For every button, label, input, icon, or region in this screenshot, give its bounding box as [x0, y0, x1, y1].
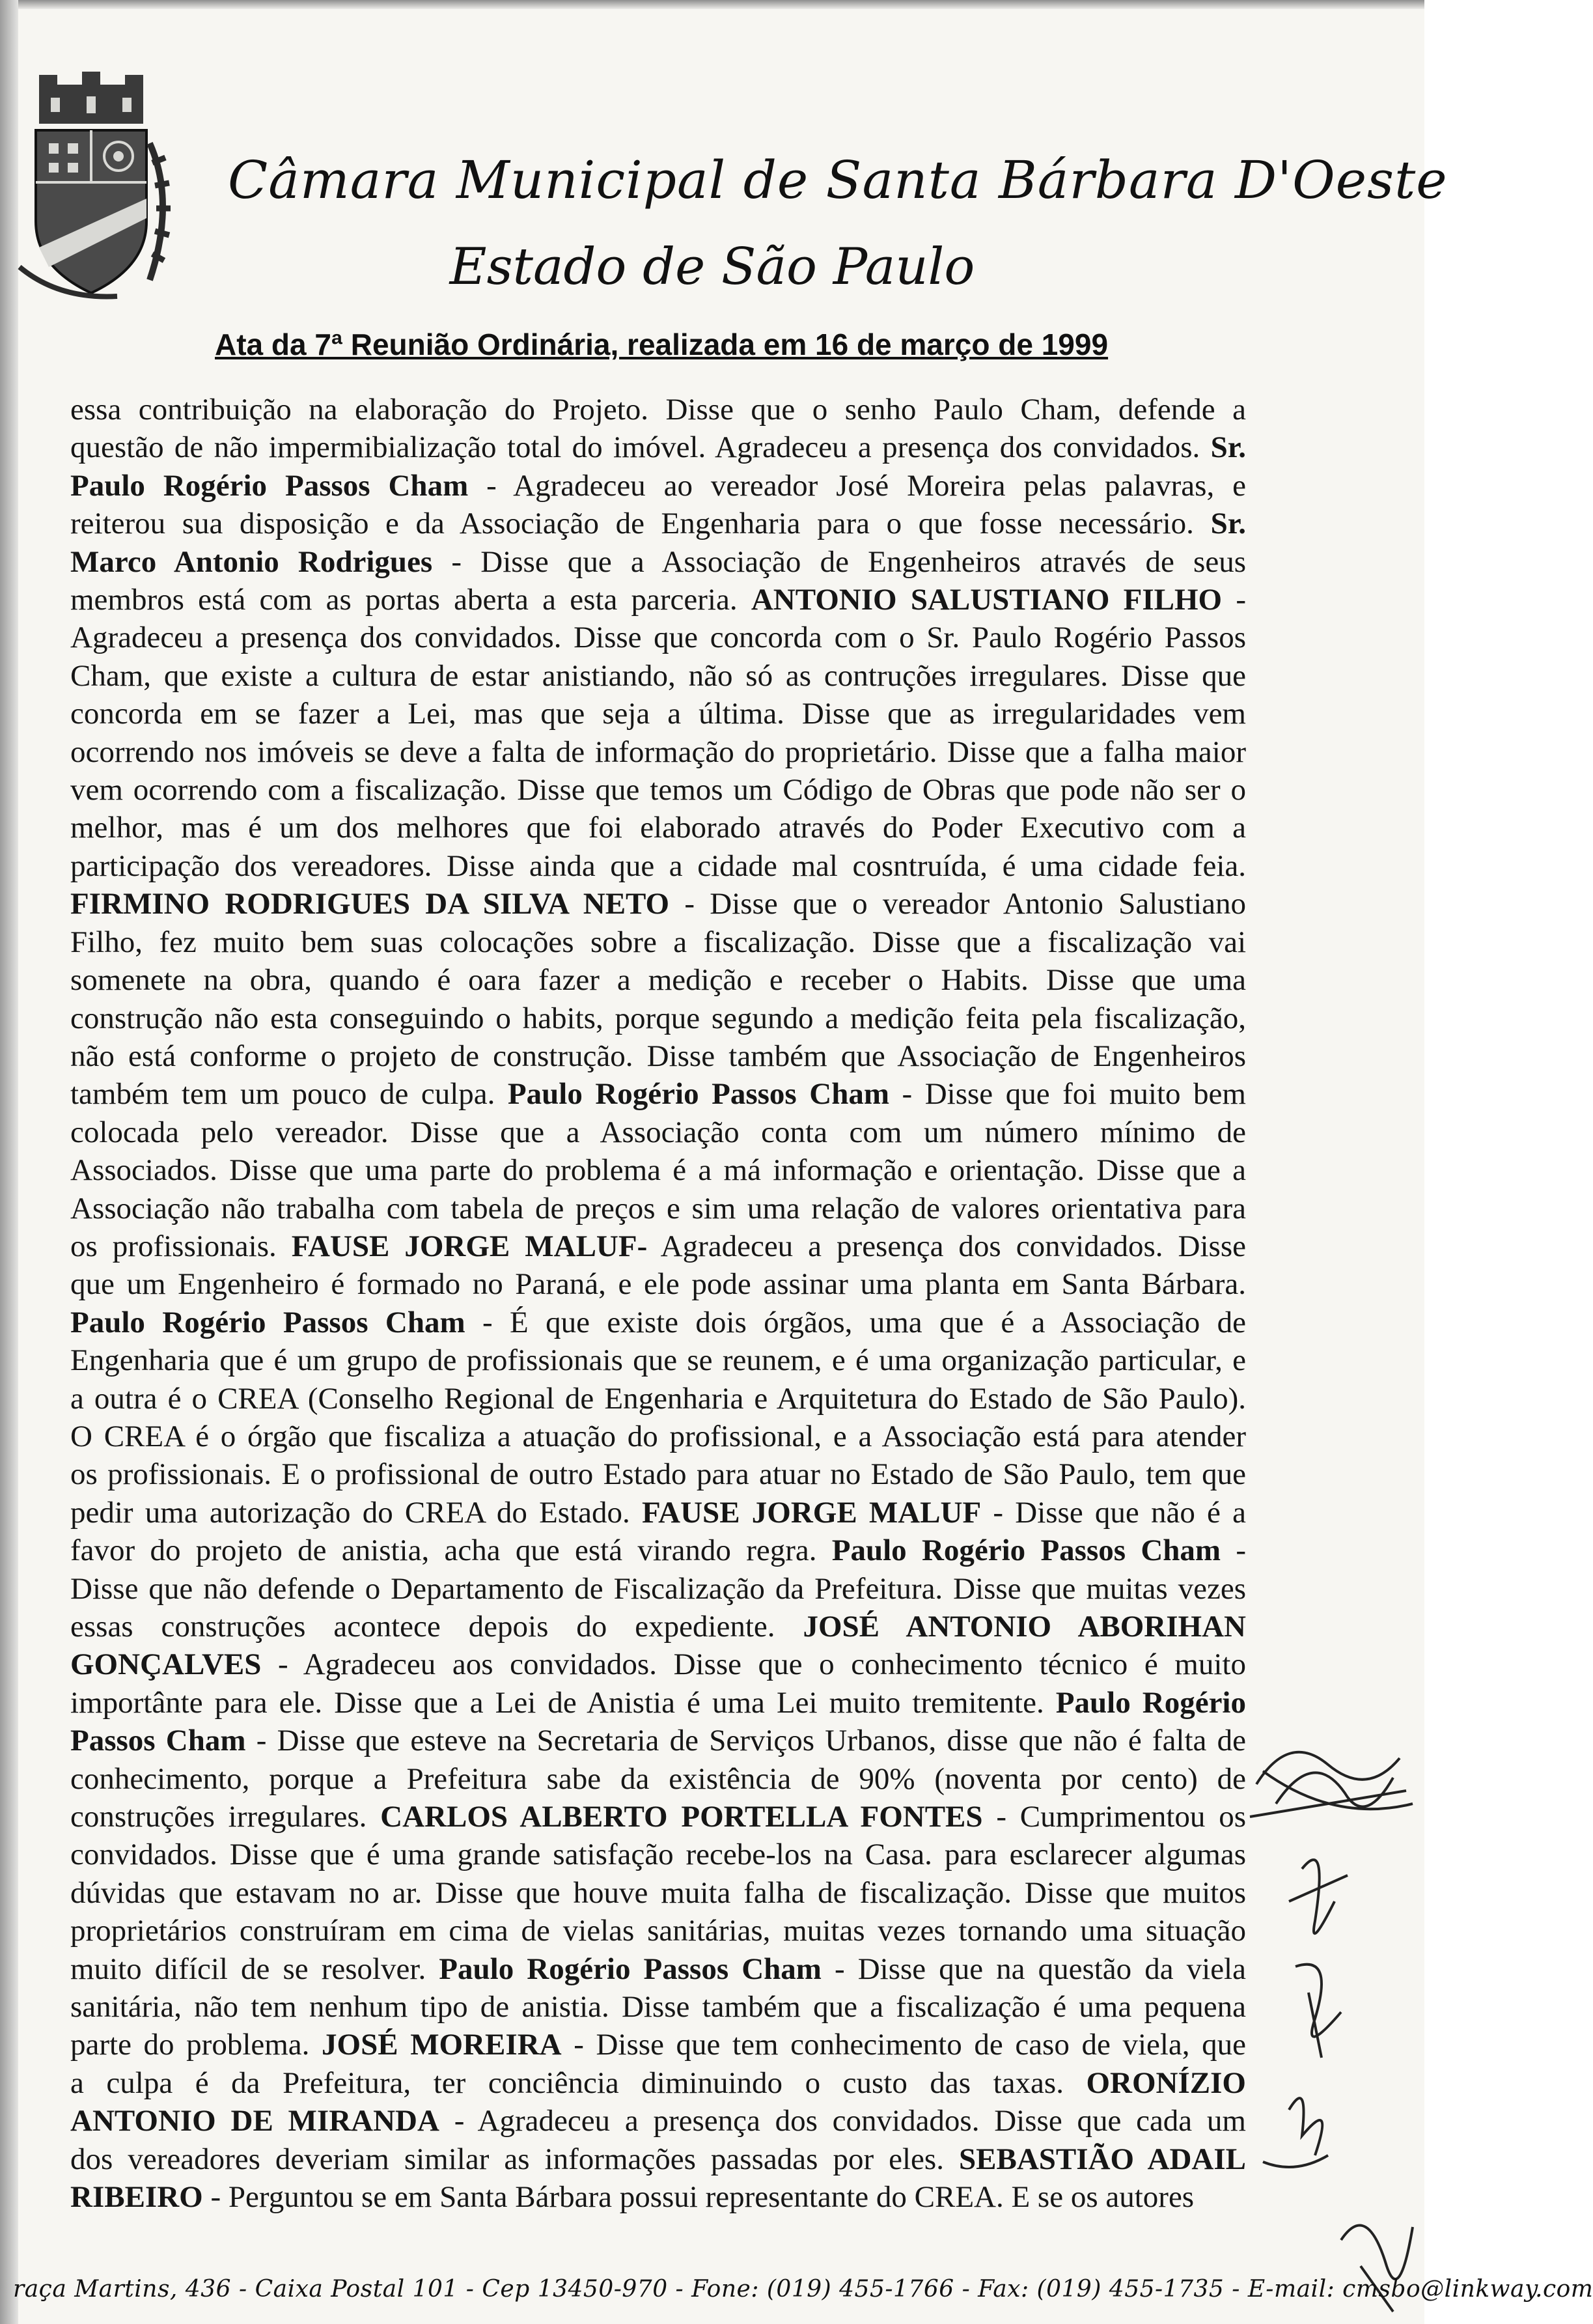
body-text-segment: conhecimento, porque a Prefeitura sabe da existência de 90% (noventa por cento) de	[70, 1761, 1246, 1796]
body-text-segment: - Disse que foi muito bem	[889, 1077, 1246, 1112]
body-line	[70, 1151, 1246, 1189]
body-line	[70, 2026, 1246, 2064]
speaker-name: JOSÉ ANTONIO ABORIHAN	[803, 1610, 1246, 1644]
body-line	[70, 1874, 1246, 1912]
body-line	[70, 1988, 1246, 2026]
body-text-segment: - Disse que na questão da viela	[821, 1952, 1246, 1986]
body-line	[70, 1494, 1246, 1532]
body-text-segment: - Agradeceu ao vereador José Moreira pelas palavras, e	[468, 468, 1246, 503]
body-text-segment: dúvidas que estavam no ar. Disse que houve muita falha de fiscalização. Disse que muitos	[70, 1875, 1246, 1910]
body-text-segment: os profissionais. E o profissional de outro Estado para atuar no Estado de São Paulo, tem que	[70, 1457, 1246, 1492]
body-line	[70, 1912, 1246, 1950]
speaker-name: CARLOS ALBERTO PORTELLA FONTES	[380, 1800, 983, 1834]
body-line	[70, 695, 1246, 733]
body-line	[70, 2140, 1246, 2178]
body-text-segment: construção não esta conseguindo o habits, porque segundo a medição feita pela fiscalização,	[70, 1001, 1246, 1035]
body-text-segment: proprietários construíram em cima de vielas sanitárias, muitas vezes tornando uma situação	[70, 1914, 1246, 1948]
speaker-name: Paulo Rogério	[1055, 1685, 1246, 1720]
body-text-segment: a culpa é da Prefeitura, ter conciência diminuindo o custo das taxas.	[70, 2065, 1087, 2100]
body-text-segment: construções irregulares.	[70, 1800, 381, 1834]
speaker-name: GONÇALVES	[70, 1647, 262, 1682]
body-line	[70, 961, 1246, 999]
body-text-segment: os profissionais.	[70, 1229, 292, 1263]
body-text-segment: a outra é o CREA (Conselho Regional de Engenharia e Arquitetura do Estado de São Paulo).	[70, 1381, 1246, 1416]
body-line	[70, 1304, 1246, 1341]
body-text-segment: participação dos vereadores. Disse ainda que a cidade mal cosntruída, é uma cidade feia.	[70, 848, 1246, 883]
page-top-edge-shadow	[0, 0, 1424, 9]
handwritten-signatures	[1237, 1706, 1424, 2324]
body-text-segment: somenete na obra, quando é oara fazer a medição e receber o Habits. Disse que uma	[70, 963, 1246, 998]
body-text-segment: - Agradeceu a presença dos convidados. Disse que cada um	[439, 2104, 1246, 2138]
speaker-name: RIBEIRO	[70, 2180, 203, 2215]
body-line	[70, 543, 1246, 581]
body-line	[70, 1645, 1246, 1683]
body-line	[70, 1608, 1246, 1645]
body-text-segment: muito difícil de se resolver.	[70, 1952, 439, 1986]
speaker-name: SEBASTIÃO ADAIL	[959, 2142, 1246, 2176]
body-line	[70, 1684, 1246, 1722]
body-text-segment: Disse que não defende o Departamento de Fiscalização da Prefeitura. Disse que muitas vezes	[70, 1571, 1246, 1606]
body-text-segment: convidados. Disse que é uma grande satisfação recebe-los na Casa. para esclarecer algumas	[70, 1838, 1246, 1872]
body-text-segment: pedir uma autorização do CREA do Estado.	[70, 1495, 642, 1530]
body-line	[70, 1722, 1246, 1759]
body-text-segment: parte do problema.	[70, 2028, 322, 2062]
body-line	[70, 1341, 1246, 1379]
body-line	[70, 1113, 1246, 1151]
body-text-segment: -	[1221, 1533, 1246, 1568]
body-line	[70, 1798, 1246, 1836]
body-line	[70, 1950, 1246, 1988]
body-text-segment: -	[1222, 583, 1246, 617]
body-line	[70, 1075, 1246, 1113]
body-text-segment: O CREA é o órgão que fiscaliza a atuação do profissional, e a Associação está para atender	[70, 1419, 1246, 1453]
body-text-segment: que um Engenheiro é formado no Paraná, e ele pode assinar uma planta em Santa Bárbara.	[70, 1267, 1246, 1302]
body-text-segment: essas construções acontece depois do expediente.	[70, 1610, 803, 1644]
body-line	[70, 1265, 1246, 1303]
body-line	[70, 657, 1246, 695]
speaker-name: FIRMINO RODRIGUES DA SILVA NETO	[70, 887, 670, 921]
body-text-segment: - Agradeceu aos convidados. Disse que o conhecimento técnico é muito	[261, 1647, 1246, 1682]
body-line	[70, 1380, 1246, 1418]
body-line	[70, 1455, 1246, 1493]
speaker-name: ORONÍZIO	[1086, 2065, 1246, 2100]
body-text-segment: - Cumprimentou os	[982, 1800, 1246, 1834]
body-line	[70, 2064, 1246, 2102]
footer-address: raça Martins, 436 - Caixa Postal 101 - Cep 13450-970 - Fone: (019) 455-1766 - Fax: (019) 455-1735 - E-mail: cmsbo@linkway.com	[13, 2276, 1593, 2303]
body-line	[70, 1570, 1246, 1608]
body-text-segment: dos vereadores deveriam similar as informações passadas por eles.	[70, 2142, 960, 2176]
body-line	[70, 467, 1246, 505]
body-text-segment: não está conforme o projeto de construção. Disse também que Associação de Engenheiros	[70, 1039, 1246, 1073]
body-text-segment: também tem um pouco de culpa.	[70, 1077, 508, 1112]
body-text-segment: essa contribuição na elaboração do Projeto. Disse que o senho Paulo Cham, defende a	[70, 393, 1246, 427]
body-text-segment: Cham, que existe a cultura de estar anistiando, não só as contruções irregulares. Disse que	[70, 658, 1246, 693]
body-line	[70, 2178, 1246, 2216]
body-line	[70, 1000, 1246, 1037]
body-line	[70, 619, 1246, 656]
speaker-name: JOSÉ MOREIRA	[322, 2028, 562, 2062]
body-line	[70, 771, 1246, 809]
speaker-name: FAUSE JORGE MALUF	[641, 1495, 982, 1530]
speaker-name: ANTONIO DE MIRANDA	[70, 2104, 439, 2138]
body-line	[70, 1532, 1246, 1569]
speaker-name: Marco Antonio Rodrigues	[70, 544, 433, 579]
body-line	[70, 847, 1246, 885]
speaker-name: Paulo Rogério Passos Cham	[831, 1533, 1221, 1568]
body-text-segment: Associados. Disse que uma parte do problema é a má informação e orientação. Disse que a	[70, 1153, 1246, 1188]
body-line	[70, 809, 1246, 847]
minutes-body-text	[70, 391, 1246, 2217]
body-text-segment: questão de não impermibialização total do imóvel. Agradeceu a presença dos convidados.	[70, 430, 1211, 465]
body-text-segment: Filho, fez muito bem suas colocações sobre a fiscalização. Disse que a fiscalização vai	[70, 925, 1246, 959]
body-text-segment: - Disse que o vereador Antonio Salustiano	[669, 887, 1246, 921]
chamber-title: Câmara Municipal de Santa Bárbara D'Oeste	[228, 150, 1448, 210]
body-line	[70, 391, 1246, 428]
body-line	[70, 1037, 1246, 1075]
minutes-title: Ata da 7ª Reunião Ordinária, realizada em 16 de março de 1999	[215, 328, 1109, 361]
speaker-name: Paulo Rogério Passos Cham	[70, 1305, 465, 1339]
body-text-segment: - Perguntou se em Santa Bárbara possui representante do CREA. E se os autores	[202, 2180, 1195, 2215]
body-line	[70, 428, 1246, 466]
body-text-segment: melhor, mas é um dos melhores que foi elaborado através do Poder Executivo com a	[70, 811, 1246, 845]
body-text-segment: - Disse que a Associação de Engenheiros através de seus	[432, 544, 1246, 579]
body-text-segment: - Disse que não é a	[981, 1495, 1246, 1530]
speaker-name: Paulo Rogério Passos Cham	[507, 1077, 889, 1112]
body-line	[70, 1190, 1246, 1227]
body-text-segment: colocada pelo vereador. Disse que a Associação conta com um número mínimo de	[70, 1115, 1246, 1149]
body-text-segment: favor do projeto de anistia, acha que está virando regra.	[70, 1533, 832, 1568]
speaker-name: Sr.	[1210, 430, 1246, 465]
body-line	[70, 1836, 1246, 1873]
body-text-segment: vem ocorrendo com a fiscalização. Disse que temos um Código de Obras que pode não ser o	[70, 773, 1246, 807]
speaker-name: Paulo Rogério Passos Cham	[70, 468, 469, 503]
body-text-segment: ocorrendo nos imóveis se deve a falta de informação do proprietário. Disse que a falha maior	[70, 735, 1246, 769]
body-line	[70, 1227, 1246, 1265]
body-text-segment: sanitária, não tem nenhum tipo de anistia. Disse também que a fiscalização é uma pequena	[70, 1990, 1246, 2024]
body-text-segment: - Disse que tem conhecimento de caso de viela, que	[561, 2028, 1247, 2062]
speaker-name: ANTONIO SALUSTIANO FILHO	[751, 583, 1223, 617]
page-left-edge-shadow	[0, 0, 18, 2324]
speaker-name: Sr.	[1210, 507, 1246, 541]
body-text-segment: Agradeceu a presença dos convidados. Disse que concorda com o Sr. Paulo Rogério Passos	[70, 621, 1246, 655]
body-line	[70, 733, 1246, 771]
body-text-segment: - Disse que esteve na Secretaria de Serviços Urbanos, disse que não é falta de	[245, 1724, 1246, 1758]
state-title: Estado de São Paulo	[449, 238, 975, 296]
body-text-segment: - É que existe dois órgãos, uma que é a Associação de	[465, 1305, 1246, 1339]
body-line	[70, 885, 1246, 923]
body-text-segment: Associação não trabalha com tabela de preços e sim uma relação de valores orientativa para	[70, 1191, 1246, 1225]
speaker-name: Paulo Rogério Passos Cham	[439, 1952, 822, 1986]
body-text-segment: Engenharia que é um grupo de profissionais que se reunem, e é uma organização particular, e	[70, 1343, 1246, 1378]
speaker-name: Passos Cham	[70, 1724, 246, 1758]
body-line	[70, 1760, 1246, 1798]
body-text-segment: importânte para ele. Disse que a Lei de Anistia é uma Lei muito tremitente.	[70, 1685, 1056, 1720]
body-text-segment: reiterou sua disposição e da Associação de Engenharia para o que fosse necessário.	[70, 507, 1211, 541]
body-text-segment: membros está com as portas aberta a esta parceria.	[70, 583, 751, 617]
body-line	[70, 1418, 1246, 1455]
speaker-name: FAUSE JORGE MALUF-	[291, 1229, 648, 1263]
body-line	[70, 505, 1246, 542]
body-line	[70, 2102, 1246, 2140]
body-text-segment: Agradeceu a presença dos convidados. Disse	[647, 1229, 1246, 1263]
body-line	[70, 581, 1246, 619]
body-line	[70, 923, 1246, 961]
body-text-segment: concorda em se fazer a Lei, mas que seja a última. Disse que as irregularidades vem	[70, 697, 1246, 731]
